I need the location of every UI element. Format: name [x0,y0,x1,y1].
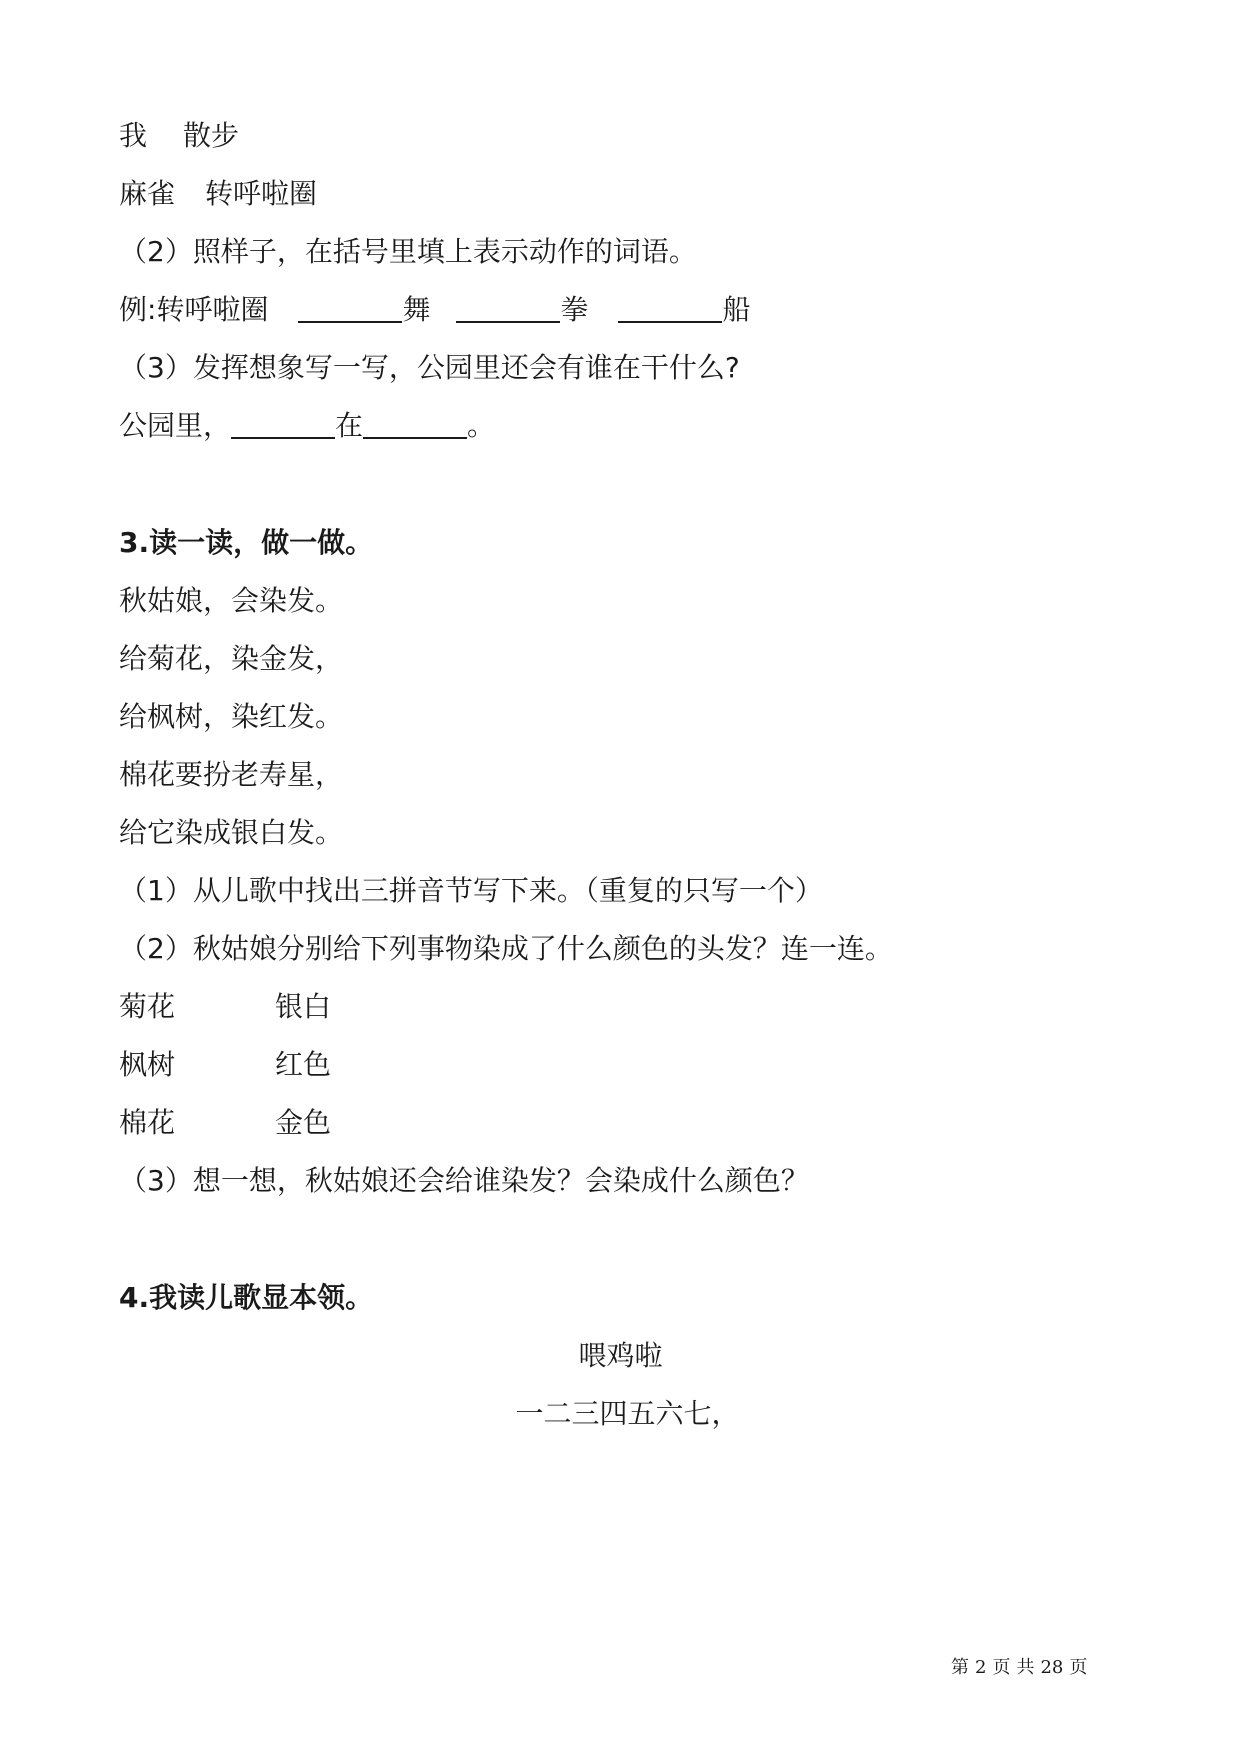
match-row [119,1045,331,1085]
match-right[interactable]: 金色 [275,1106,332,1139]
footer-gong: 共 [1016,1657,1035,1678]
match-left[interactable]: 菊花 [119,990,176,1023]
example-row [119,290,751,330]
subject-wo: 我 [119,119,148,152]
match-right[interactable]: 银白 [275,990,332,1023]
blank-who[interactable] [231,407,335,439]
question-3-2: （2）秋姑娘分别给下列事物染成了什么颜色的头发？连一连。 [119,932,893,965]
action-sanbu: 散步 [183,119,240,152]
question-3-3: （3）想一想，秋姑娘还会给谁染发？会染成什么颜色？ [119,1164,809,1197]
poem-line: 给枫树，染红发。 [119,700,344,733]
action-hulaquan: 转呼啦圈 [205,177,318,210]
match-row-wo [119,116,239,156]
subject-maque: 麻雀 [119,177,176,210]
match-row [119,1103,331,1143]
match-row-maque [119,174,317,214]
question-3-1: （1）从儿歌中找出三拼音节写下来。（重复的只写一个） [119,874,823,907]
section-3-heading: 3.读一读，做一做。 [119,526,374,559]
match-left[interactable]: 枫树 [119,1048,176,1081]
poem-line: 秋姑娘，会染发。 [119,584,344,617]
poem-line: 棉花要扮老寿星， [119,758,344,791]
item-quan: 拳 [560,293,589,326]
item-chuan: 船 [722,293,751,326]
page-footer [951,1656,1093,1680]
poem-line: 给它染成银白发。 [119,816,344,849]
footer-ye: 页 [992,1657,1011,1678]
match-left[interactable]: 棉花 [119,1106,176,1139]
item-wu: 舞 [402,293,431,326]
example-word: 转呼啦圈 [156,293,269,326]
blank-chuan[interactable] [618,291,722,323]
poem-title: 喂鸡啦 [578,1339,663,1372]
question-2-2: （2）照样子，在括号里填上表示动作的词语。 [119,235,697,268]
park-mid: 在 [335,409,364,442]
question-2-3: （3）发挥想象写一写，公园里还会有谁在干什么? [119,351,740,384]
blank-quan[interactable] [456,291,560,323]
park-start: 公园里， [119,409,232,442]
poem-line: 给菊花，染金发， [119,642,344,675]
total-pages: 28 [1040,1657,1064,1678]
match-right[interactable]: 红色 [275,1048,332,1081]
blank-wu[interactable] [298,291,402,323]
blank-what[interactable] [363,407,467,439]
example-prefix: 例: [119,293,157,326]
section-4-heading: 4.我读儿歌显本领。 [119,1281,374,1314]
poem-line: 一二三四五六七， [515,1397,740,1430]
park-fill-row [119,406,495,446]
footer-ye-end: 页 [1069,1657,1088,1678]
footer-di: 第 [951,1657,969,1678]
park-end: 。 [467,409,496,442]
current-page-number: 2 [975,1657,987,1678]
match-row [119,987,331,1027]
